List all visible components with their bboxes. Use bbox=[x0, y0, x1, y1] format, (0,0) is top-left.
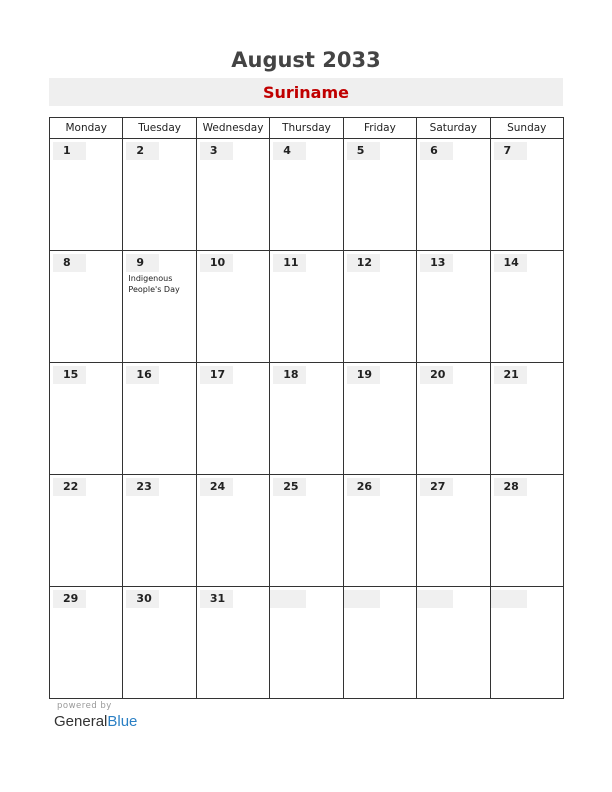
day-number: 16 bbox=[126, 366, 159, 384]
day-cell bbox=[417, 139, 490, 251]
day-number: 22 bbox=[53, 478, 86, 496]
day-cell bbox=[343, 475, 416, 587]
day-number-empty bbox=[344, 590, 380, 608]
day-cell bbox=[490, 251, 563, 363]
day-cell bbox=[343, 363, 416, 475]
weekday-header: Tuesday bbox=[123, 118, 196, 139]
day-cell bbox=[123, 475, 196, 587]
day-number: 31 bbox=[200, 590, 233, 608]
day-number: 14 bbox=[494, 254, 527, 272]
day-number: 18 bbox=[273, 366, 306, 384]
day-cell bbox=[196, 139, 269, 251]
day-cell bbox=[270, 251, 343, 363]
day-number: 6 bbox=[420, 142, 453, 160]
day-number: 10 bbox=[200, 254, 233, 272]
week-row bbox=[50, 475, 564, 587]
day-cell bbox=[490, 139, 563, 251]
day-number-empty bbox=[417, 590, 453, 608]
day-cell bbox=[417, 251, 490, 363]
day-number: 19 bbox=[347, 366, 380, 384]
weekday-header: Sunday bbox=[490, 118, 563, 139]
day-cell bbox=[50, 475, 123, 587]
day-cell bbox=[123, 251, 196, 363]
day-number: 17 bbox=[200, 366, 233, 384]
day-number: 2 bbox=[126, 142, 159, 160]
day-cell bbox=[270, 475, 343, 587]
weekday-header-row bbox=[50, 118, 564, 139]
day-number: 3 bbox=[200, 142, 233, 160]
brand-logo bbox=[54, 713, 137, 730]
day-number: 9 bbox=[126, 254, 159, 272]
day-cell bbox=[123, 363, 196, 475]
day-cell bbox=[343, 139, 416, 251]
country-name: Suriname bbox=[263, 83, 349, 102]
day-number: 5 bbox=[347, 142, 380, 160]
day-number: 26 bbox=[347, 478, 380, 496]
weekday-header: Thursday bbox=[270, 118, 343, 139]
day-cell-empty bbox=[270, 587, 343, 699]
day-cell bbox=[196, 475, 269, 587]
day-cell bbox=[417, 363, 490, 475]
day-cell bbox=[123, 587, 196, 699]
day-cell bbox=[196, 251, 269, 363]
day-cell bbox=[123, 139, 196, 251]
weekday-header: Wednesday bbox=[196, 118, 269, 139]
calendar-title: August 2033 bbox=[231, 48, 381, 72]
day-cell-empty bbox=[490, 587, 563, 699]
calendar-grid bbox=[49, 117, 564, 699]
week-row bbox=[50, 251, 564, 363]
brand-blue: Blue bbox=[107, 713, 138, 730]
day-number: 23 bbox=[126, 478, 159, 496]
day-cell-empty bbox=[417, 587, 490, 699]
day-cell bbox=[490, 363, 563, 475]
day-number: 29 bbox=[53, 590, 86, 608]
day-number: 21 bbox=[494, 366, 527, 384]
day-cell bbox=[270, 139, 343, 251]
day-number: 24 bbox=[200, 478, 233, 496]
day-cell-empty bbox=[343, 587, 416, 699]
day-number: 27 bbox=[420, 478, 453, 496]
day-number: 28 bbox=[494, 478, 527, 496]
country-banner bbox=[49, 78, 563, 106]
day-cell bbox=[50, 587, 123, 699]
day-number-empty bbox=[491, 590, 527, 608]
week-row bbox=[50, 139, 564, 251]
weekday-header: Monday bbox=[50, 118, 123, 139]
week-row bbox=[50, 363, 564, 475]
day-cell bbox=[196, 363, 269, 475]
day-cell bbox=[270, 363, 343, 475]
day-cell bbox=[417, 475, 490, 587]
day-number: 15 bbox=[53, 366, 86, 384]
holiday-label: Indigenous People's Day bbox=[128, 274, 180, 294]
weekday-header: Friday bbox=[343, 118, 416, 139]
weekday-header: Saturday bbox=[417, 118, 490, 139]
day-cell bbox=[196, 587, 269, 699]
day-number: 7 bbox=[494, 142, 527, 160]
powered-by-text: powered by bbox=[57, 701, 112, 711]
day-number: 25 bbox=[273, 478, 306, 496]
day-number: 8 bbox=[53, 254, 86, 272]
day-cell bbox=[50, 363, 123, 475]
day-cell bbox=[50, 139, 123, 251]
day-number: 30 bbox=[126, 590, 159, 608]
day-number: 13 bbox=[420, 254, 453, 272]
brand-general: General bbox=[54, 713, 108, 730]
day-number-empty bbox=[270, 590, 306, 608]
day-number: 11 bbox=[273, 254, 306, 272]
day-cell bbox=[343, 251, 416, 363]
day-cell bbox=[50, 251, 123, 363]
week-row bbox=[50, 587, 564, 699]
day-number: 20 bbox=[420, 366, 453, 384]
day-cell bbox=[490, 475, 563, 587]
day-number: 4 bbox=[273, 142, 306, 160]
day-number: 12 bbox=[347, 254, 380, 272]
day-number: 1 bbox=[53, 142, 86, 160]
